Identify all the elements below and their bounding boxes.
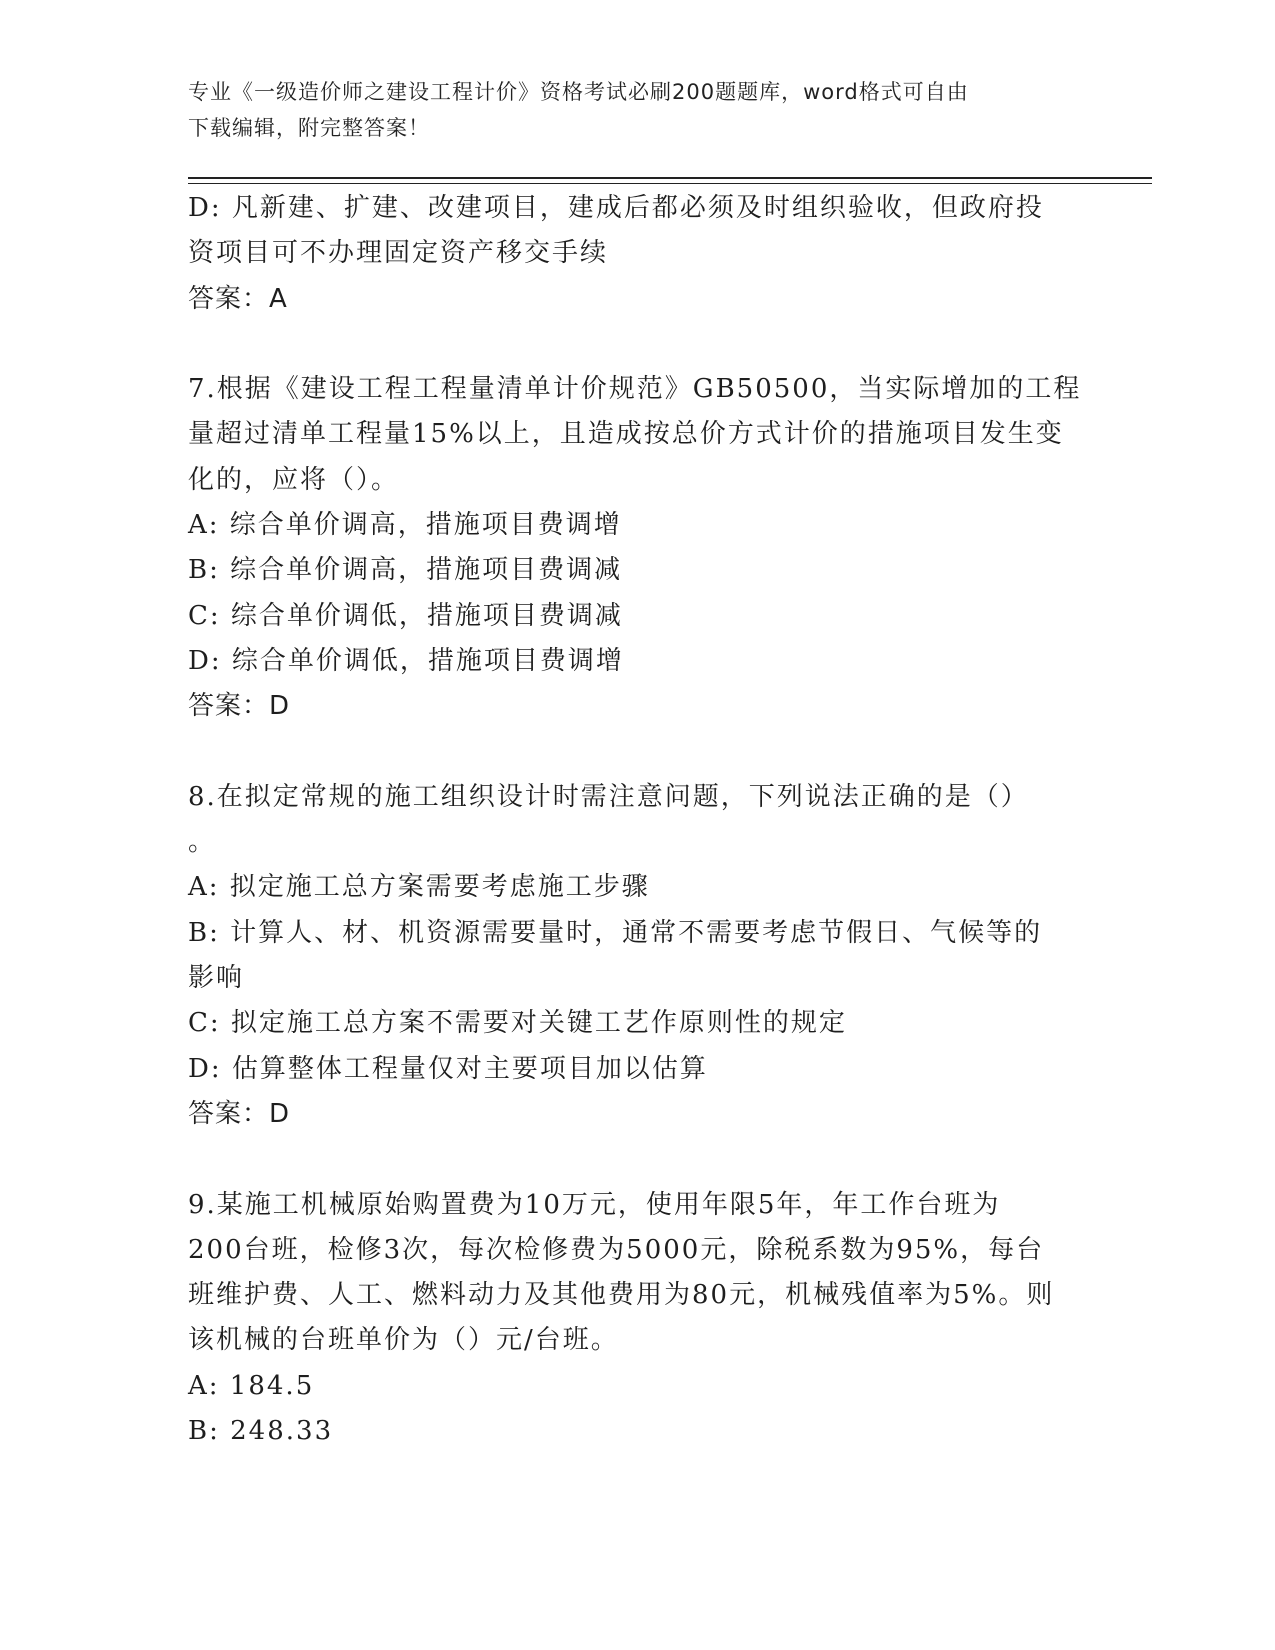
- spacer: [188, 1137, 1088, 1182]
- q9-option-b: B: 248.33: [188, 1416, 334, 1447]
- q7-stem-line-2: 量超过清单工程量15%以上，且造成按总价方式计价的措施项目发生变: [188, 419, 1064, 450]
- q7-option-d: D: 综合单价调低，措施项目费调增: [188, 645, 624, 676]
- q9-option-a: A: 184.5: [188, 1370, 315, 1401]
- page-header: [188, 74, 1068, 146]
- question-content: [188, 186, 1088, 1454]
- question-9-block: [188, 1183, 1088, 1455]
- q9-stem-line-1: 9.某施工机械原始购置费为10万元，使用年限5年，年工作台班为: [188, 1189, 1001, 1220]
- q7-option-b: B: 综合单价调高，措施项目费调减: [188, 555, 623, 586]
- q7-answer: 答案：D: [188, 691, 291, 722]
- q8-answer: 答案：D: [188, 1098, 291, 1129]
- q7-stem-line-1: 7.根据《建设工程工程量清单计价规范》GB50500，当实际增加的工程: [188, 374, 1082, 405]
- q6-option-d-line-2: 资项目可不办理固定资产移交手续: [188, 238, 609, 269]
- question-6-block: [188, 186, 1088, 322]
- q7-stem-line-3: 化的，应将（）。: [188, 464, 400, 495]
- q9-stem-line-3: 班维护费、人工、燃料动力及其他费用为80元，机械残值率为5%。则: [188, 1280, 1055, 1311]
- spacer: [188, 322, 1088, 367]
- q7-option-a: A: 综合单价调高，措施项目费调增: [188, 510, 622, 541]
- header-line-1: 专业《一级造价师之建设工程计价》资格考试必刷200题题库，word格式可自由: [188, 80, 969, 104]
- header-divider-thick: [188, 177, 1152, 179]
- header-line-2: 下载编辑，附完整答案！: [188, 116, 430, 140]
- header-divider-thin: [188, 183, 1152, 184]
- q8-option-b-line-1: B: 计算人、材、机资源需要量时，通常不需要考虑节假日、气候等的: [188, 917, 1043, 948]
- q6-answer: 答案：A: [188, 283, 288, 314]
- q8-option-b-line-2: 影响: [188, 963, 245, 994]
- question-8-block: [188, 775, 1088, 1137]
- q8-stem-line-2: 。: [188, 827, 217, 858]
- q7-option-c: C: 综合单价调低，措施项目费调减: [188, 600, 623, 631]
- q8-option-c: C: 拟定施工总方案不需要对关键工艺作原则性的规定: [188, 1008, 847, 1039]
- q9-stem-line-2: 200台班，检修3次，每次检修费为5000元，除税系数为95%，每台: [188, 1234, 1045, 1265]
- q8-option-a: A: 拟定施工总方案需要考虑施工步骤: [188, 872, 650, 903]
- q8-option-d: D: 估算整体工程量仅对主要项目加以估算: [188, 1053, 708, 1084]
- q6-option-d-line-1: D: 凡新建、扩建、改建项目，建成后都必须及时组织验收，但政府投: [188, 193, 1044, 223]
- spacer: [188, 730, 1088, 775]
- q9-stem-line-4: 该机械的台班单价为（）元/台班。: [188, 1325, 619, 1356]
- q8-stem-line-1: 8.在拟定常规的施工组织设计时需注意问题，下列说法正确的是（）: [188, 781, 1029, 812]
- question-7-block: [188, 367, 1088, 729]
